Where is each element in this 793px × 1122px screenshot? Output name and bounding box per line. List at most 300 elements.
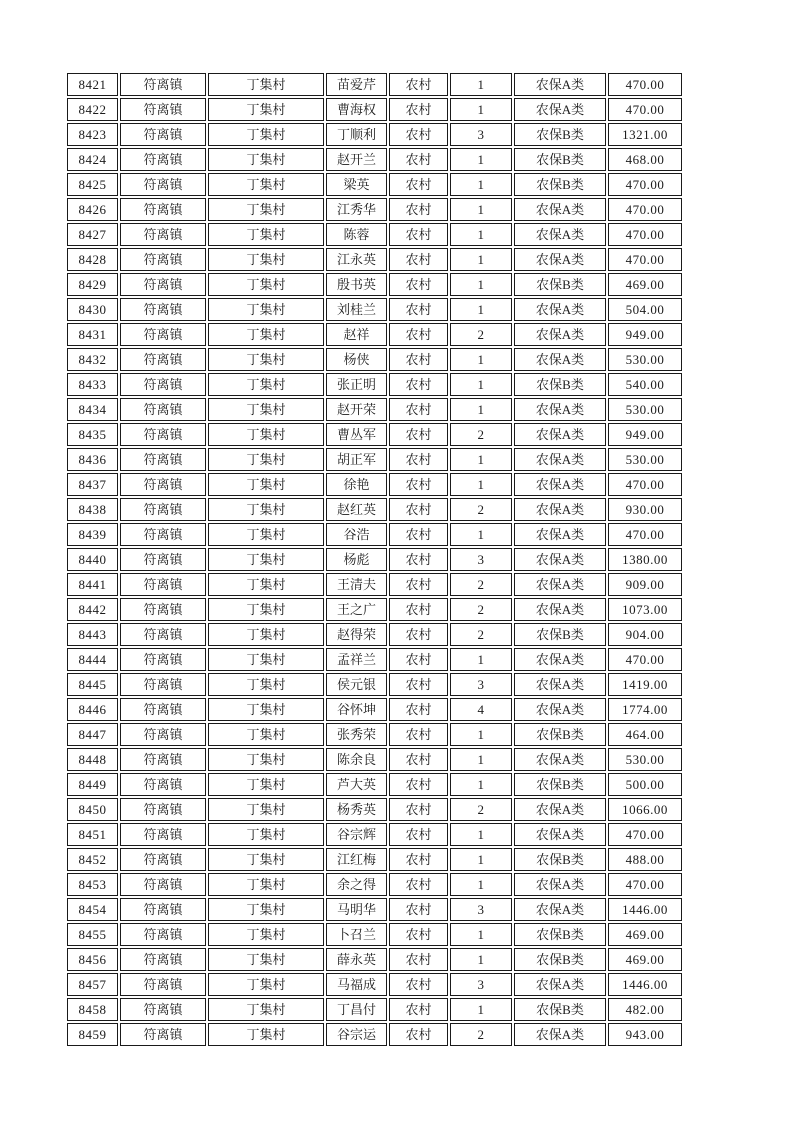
cell-name: 殷书英 [326,273,387,296]
table-row [67,698,682,721]
cell-village: 丁集村 [208,98,324,121]
cell-seq: 8439 [67,523,118,546]
cell-category: 农保A类 [514,523,606,546]
cell-amount: 504.00 [608,298,682,321]
cell-village: 丁集村 [208,848,324,871]
cell-household-type: 农村 [389,373,448,396]
cell-amount: 949.00 [608,323,682,346]
cell-amount: 470.00 [608,823,682,846]
cell-village: 丁集村 [208,948,324,971]
cell-seq: 8442 [67,598,118,621]
table-row [67,598,682,621]
cell-amount: 468.00 [608,148,682,171]
cell-village: 丁集村 [208,623,324,646]
cell-name: 赵开兰 [326,148,387,171]
cell-village: 丁集村 [208,1023,324,1046]
cell-village: 丁集村 [208,73,324,96]
cell-category: 农保B类 [514,948,606,971]
cell-person-count: 1 [450,373,512,396]
cell-town: 符离镇 [120,448,206,471]
cell-seq: 8447 [67,723,118,746]
cell-household-type: 农村 [389,598,448,621]
cell-category: 农保A类 [514,598,606,621]
cell-household-type: 农村 [389,898,448,921]
cell-name: 陈余良 [326,748,387,771]
cell-seq: 8436 [67,448,118,471]
cell-name: 赵得荣 [326,623,387,646]
cell-category: 农保A类 [514,973,606,996]
cell-town: 符离镇 [120,848,206,871]
cell-seq: 8424 [67,148,118,171]
cell-person-count: 1 [450,923,512,946]
cell-amount: 904.00 [608,623,682,646]
cell-name: 谷宗辉 [326,823,387,846]
cell-category: 农保A类 [514,798,606,821]
table-row [67,198,682,221]
table-row [67,823,682,846]
cell-town: 符离镇 [120,73,206,96]
cell-name: 谷宗运 [326,1023,387,1046]
cell-amount: 1446.00 [608,973,682,996]
cell-village: 丁集村 [208,573,324,596]
cell-name: 陈蓉 [326,223,387,246]
cell-category: 农保A类 [514,398,606,421]
cell-village: 丁集村 [208,473,324,496]
cell-category: 农保A类 [514,323,606,346]
cell-town: 符离镇 [120,123,206,146]
cell-name: 王清夫 [326,573,387,596]
cell-amount: 1066.00 [608,798,682,821]
cell-village: 丁集村 [208,723,324,746]
cell-town: 符离镇 [120,398,206,421]
cell-name: 曹丛军 [326,423,387,446]
cell-town: 符离镇 [120,948,206,971]
cell-person-count: 3 [450,123,512,146]
cell-name: 刘桂兰 [326,298,387,321]
cell-village: 丁集村 [208,973,324,996]
cell-name: 卜召兰 [326,923,387,946]
cell-household-type: 农村 [389,998,448,1021]
cell-seq: 8433 [67,373,118,396]
cell-town: 符离镇 [120,748,206,771]
cell-category: 农保B类 [514,123,606,146]
table-row [67,73,682,96]
cell-amount: 540.00 [608,373,682,396]
cell-name: 赵开荣 [326,398,387,421]
cell-town: 符离镇 [120,873,206,896]
cell-name: 薛永英 [326,948,387,971]
cell-amount: 470.00 [608,523,682,546]
cell-category: 农保A类 [514,298,606,321]
cell-amount: 464.00 [608,723,682,746]
cell-town: 符离镇 [120,173,206,196]
cell-person-count: 1 [450,873,512,896]
cell-category: 农保B类 [514,998,606,1021]
cell-village: 丁集村 [208,598,324,621]
cell-amount: 530.00 [608,398,682,421]
table-row [67,673,682,696]
cell-village: 丁集村 [208,498,324,521]
cell-name: 孟祥兰 [326,648,387,671]
cell-person-count: 1 [450,348,512,371]
cell-amount: 949.00 [608,423,682,446]
cell-household-type: 农村 [389,873,448,896]
table-row [67,573,682,596]
cell-town: 符离镇 [120,998,206,1021]
table-row [67,898,682,921]
cell-household-type: 农村 [389,973,448,996]
cell-household-type: 农村 [389,98,448,121]
cell-household-type: 农村 [389,348,448,371]
cell-town: 符离镇 [120,423,206,446]
cell-household-type: 农村 [389,523,448,546]
cell-person-count: 1 [450,723,512,746]
cell-name: 杨彪 [326,548,387,571]
cell-household-type: 农村 [389,198,448,221]
cell-category: 农保A类 [514,898,606,921]
cell-person-count: 1 [450,398,512,421]
cell-person-count: 1 [450,648,512,671]
cell-seq: 8427 [67,223,118,246]
cell-village: 丁集村 [208,698,324,721]
cell-name: 马明华 [326,898,387,921]
cell-amount: 470.00 [608,248,682,271]
cell-town: 符离镇 [120,898,206,921]
cell-amount: 470.00 [608,73,682,96]
cell-person-count: 3 [450,898,512,921]
cell-amount: 470.00 [608,473,682,496]
cell-household-type: 农村 [389,923,448,946]
cell-name: 谷怀坤 [326,698,387,721]
cell-seq: 8421 [67,73,118,96]
cell-name: 胡正军 [326,448,387,471]
cell-village: 丁集村 [208,773,324,796]
cell-village: 丁集村 [208,173,324,196]
cell-village: 丁集村 [208,323,324,346]
cell-seq: 8444 [67,648,118,671]
table-row [67,923,682,946]
cell-village: 丁集村 [208,373,324,396]
table-body [67,73,682,1046]
cell-town: 符离镇 [120,98,206,121]
table-row [67,798,682,821]
cell-household-type: 农村 [389,798,448,821]
cell-seq: 8425 [67,173,118,196]
table-row [67,723,682,746]
cell-seq: 8430 [67,298,118,321]
table-row [67,548,682,571]
cell-category: 农保A类 [514,823,606,846]
cell-town: 符离镇 [120,723,206,746]
cell-village: 丁集村 [208,673,324,696]
cell-category: 农保B类 [514,148,606,171]
cell-amount: 469.00 [608,948,682,971]
cell-town: 符离镇 [120,598,206,621]
cell-amount: 909.00 [608,573,682,596]
cell-seq: 8426 [67,198,118,221]
cell-seq: 8445 [67,673,118,696]
cell-household-type: 农村 [389,273,448,296]
cell-village: 丁集村 [208,873,324,896]
cell-name: 赵祥 [326,323,387,346]
cell-household-type: 农村 [389,398,448,421]
cell-household-type: 农村 [389,248,448,271]
cell-town: 符离镇 [120,973,206,996]
cell-person-count: 1 [450,198,512,221]
cell-household-type: 农村 [389,698,448,721]
cell-name: 侯元银 [326,673,387,696]
cell-name: 谷浩 [326,523,387,546]
cell-amount: 1073.00 [608,598,682,621]
cell-amount: 470.00 [608,648,682,671]
cell-village: 丁集村 [208,423,324,446]
table-row [67,498,682,521]
cell-village: 丁集村 [208,223,324,246]
cell-seq: 8446 [67,698,118,721]
table-row [67,873,682,896]
cell-household-type: 农村 [389,648,448,671]
cell-seq: 8451 [67,823,118,846]
cell-amount: 1774.00 [608,698,682,721]
cell-person-count: 2 [450,598,512,621]
cell-seq: 8450 [67,798,118,821]
cell-seq: 8437 [67,473,118,496]
cell-amount: 470.00 [608,173,682,196]
cell-town: 符离镇 [120,1023,206,1046]
table-row [67,623,682,646]
cell-household-type: 农村 [389,773,448,796]
table-row [67,998,682,1021]
cell-person-count: 3 [450,548,512,571]
cell-seq: 8440 [67,548,118,571]
table-row [67,398,682,421]
cell-person-count: 2 [450,623,512,646]
table-row [67,948,682,971]
cell-town: 符离镇 [120,273,206,296]
cell-seq: 8448 [67,748,118,771]
cell-amount: 469.00 [608,923,682,946]
cell-village: 丁集村 [208,448,324,471]
cell-category: 农保A类 [514,873,606,896]
table-row [67,248,682,271]
cell-village: 丁集村 [208,398,324,421]
cell-category: 农保A类 [514,498,606,521]
table-row [67,273,682,296]
cell-town: 符离镇 [120,648,206,671]
cell-town: 符离镇 [120,323,206,346]
cell-person-count: 1 [450,998,512,1021]
cell-amount: 470.00 [608,223,682,246]
table-row [67,748,682,771]
cell-category: 农保A类 [514,648,606,671]
cell-name: 张秀荣 [326,723,387,746]
cell-person-count: 1 [450,148,512,171]
cell-category: 农保B类 [514,273,606,296]
cell-category: 农保A类 [514,448,606,471]
cell-village: 丁集村 [208,648,324,671]
cell-category: 农保A类 [514,423,606,446]
cell-category: 农保A类 [514,548,606,571]
cell-amount: 1446.00 [608,898,682,921]
cell-town: 符离镇 [120,198,206,221]
cell-category: 农保A类 [514,198,606,221]
cell-name: 马福成 [326,973,387,996]
cell-household-type: 农村 [389,848,448,871]
table-row [67,973,682,996]
table-row [67,148,682,171]
cell-category: 农保A类 [514,473,606,496]
cell-household-type: 农村 [389,323,448,346]
cell-person-count: 1 [450,773,512,796]
cell-household-type: 农村 [389,548,448,571]
cell-category: 农保B类 [514,923,606,946]
cell-seq: 8452 [67,848,118,871]
cell-name: 丁昌付 [326,998,387,1021]
table-row [67,348,682,371]
cell-town: 符离镇 [120,298,206,321]
cell-name: 张正明 [326,373,387,396]
cell-name: 江永英 [326,248,387,271]
cell-person-count: 2 [450,798,512,821]
cell-name: 余之得 [326,873,387,896]
cell-village: 丁集村 [208,148,324,171]
cell-name: 芦大英 [326,773,387,796]
cell-amount: 482.00 [608,998,682,1021]
cell-household-type: 农村 [389,148,448,171]
table-row [67,373,682,396]
cell-village: 丁集村 [208,798,324,821]
cell-town: 符离镇 [120,798,206,821]
cell-category: 农保B类 [514,723,606,746]
cell-village: 丁集村 [208,998,324,1021]
cell-category: 农保A类 [514,248,606,271]
table-row [67,223,682,246]
cell-household-type: 农村 [389,423,448,446]
table-row [67,448,682,471]
cell-town: 符离镇 [120,373,206,396]
cell-category: 农保A类 [514,73,606,96]
cell-category: 农保A类 [514,573,606,596]
cell-person-count: 1 [450,748,512,771]
cell-household-type: 农村 [389,123,448,146]
cell-category: 农保B类 [514,773,606,796]
cell-name: 王之广 [326,598,387,621]
cell-town: 符离镇 [120,673,206,696]
cell-name: 赵红英 [326,498,387,521]
table-row [67,123,682,146]
cell-household-type: 农村 [389,673,448,696]
cell-town: 符离镇 [120,823,206,846]
table-row [67,773,682,796]
cell-town: 符离镇 [120,548,206,571]
cell-seq: 8455 [67,923,118,946]
cell-village: 丁集村 [208,248,324,271]
cell-category: 农保A类 [514,673,606,696]
cell-household-type: 农村 [389,498,448,521]
cell-person-count: 1 [450,273,512,296]
cell-name: 梁英 [326,173,387,196]
cell-seq: 8454 [67,898,118,921]
cell-category: 农保A类 [514,748,606,771]
cell-amount: 930.00 [608,498,682,521]
cell-seq: 8449 [67,773,118,796]
cell-amount: 530.00 [608,348,682,371]
cell-town: 符离镇 [120,773,206,796]
cell-amount: 530.00 [608,748,682,771]
cell-seq: 8428 [67,248,118,271]
cell-category: 农保A类 [514,1023,606,1046]
cell-name: 杨侠 [326,348,387,371]
cell-seq: 8438 [67,498,118,521]
insurance-payment-table [65,71,684,1048]
cell-seq: 8459 [67,1023,118,1046]
cell-person-count: 2 [450,323,512,346]
cell-person-count: 2 [450,1023,512,1046]
cell-household-type: 农村 [389,823,448,846]
table-row [67,298,682,321]
cell-household-type: 农村 [389,223,448,246]
cell-name: 杨秀英 [326,798,387,821]
cell-amount: 943.00 [608,1023,682,1046]
cell-village: 丁集村 [208,348,324,371]
cell-household-type: 农村 [389,473,448,496]
cell-person-count: 1 [450,223,512,246]
cell-seq: 8435 [67,423,118,446]
cell-town: 符离镇 [120,498,206,521]
cell-town: 符离镇 [120,248,206,271]
cell-person-count: 1 [450,473,512,496]
cell-name: 徐艳 [326,473,387,496]
cell-village: 丁集村 [208,523,324,546]
cell-village: 丁集村 [208,548,324,571]
cell-village: 丁集村 [208,923,324,946]
cell-category: 农保A类 [514,348,606,371]
cell-town: 符离镇 [120,573,206,596]
cell-person-count: 2 [450,573,512,596]
cell-amount: 488.00 [608,848,682,871]
cell-town: 符离镇 [120,698,206,721]
cell-town: 符离镇 [120,623,206,646]
cell-category: 农保B类 [514,848,606,871]
table-row [67,423,682,446]
table-row [67,323,682,346]
cell-person-count: 3 [450,673,512,696]
cell-category: 农保A类 [514,223,606,246]
cell-person-count: 2 [450,498,512,521]
cell-seq: 8457 [67,973,118,996]
cell-person-count: 1 [450,73,512,96]
cell-seq: 8434 [67,398,118,421]
cell-seq: 8441 [67,573,118,596]
cell-seq: 8423 [67,123,118,146]
cell-name: 江秀华 [326,198,387,221]
cell-amount: 469.00 [608,273,682,296]
cell-amount: 1321.00 [608,123,682,146]
cell-town: 符离镇 [120,148,206,171]
table-row [67,848,682,871]
cell-amount: 530.00 [608,448,682,471]
cell-seq: 8458 [67,998,118,1021]
cell-person-count: 3 [450,973,512,996]
cell-person-count: 1 [450,248,512,271]
cell-town: 符离镇 [120,348,206,371]
cell-person-count: 1 [450,298,512,321]
cell-village: 丁集村 [208,823,324,846]
cell-seq: 8431 [67,323,118,346]
cell-seq: 8432 [67,348,118,371]
cell-household-type: 农村 [389,1023,448,1046]
cell-household-type: 农村 [389,748,448,771]
